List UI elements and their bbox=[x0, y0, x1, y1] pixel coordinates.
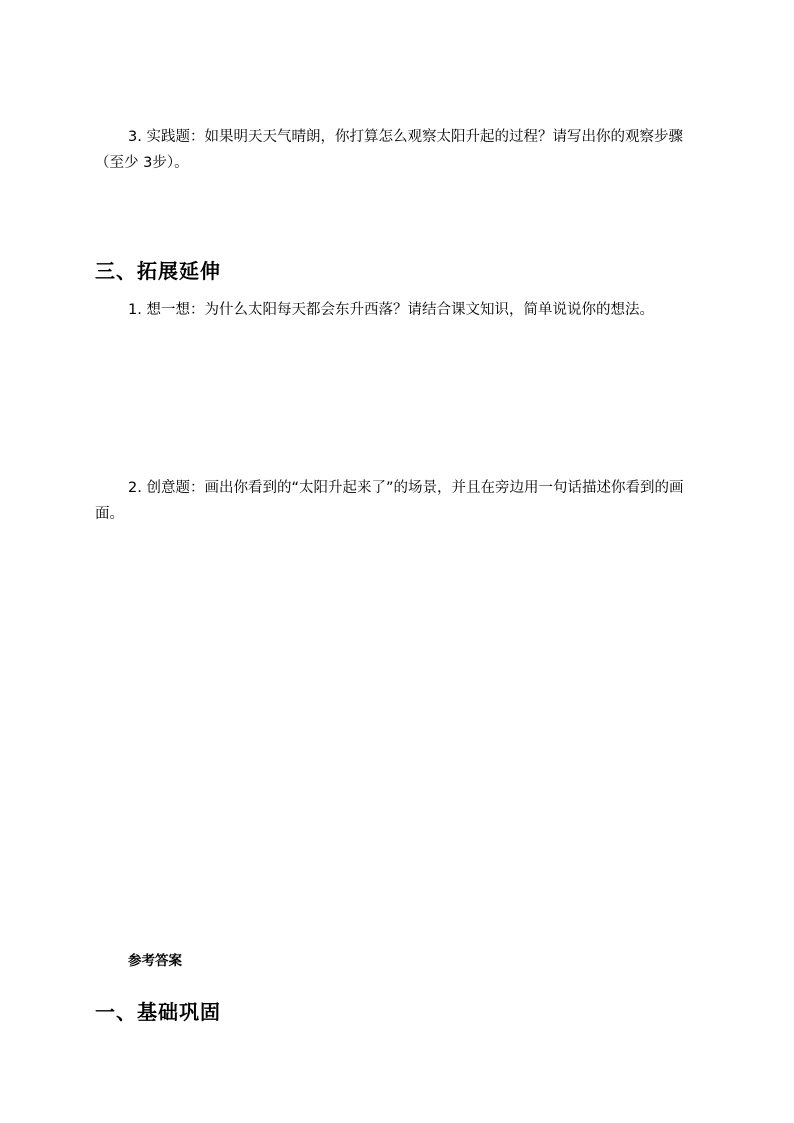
reference-answers-title: 参考答案 bbox=[128, 953, 182, 969]
answers-section-heading-basics: 一、基础巩固 bbox=[95, 1000, 221, 1024]
practice-question-3: 3. 实践题：如果明天天气晴朗，你打算怎么观察太阳升起的过程？请写出你的观察步骤（至少 3步）。 bbox=[95, 129, 683, 171]
section-heading-extension: 三、拓展延伸 bbox=[95, 259, 221, 283]
extension-question-1: 1. 想一想：为什么太阳每天都会东升西落？请结合课文知识，简单说说你的想法。 bbox=[128, 302, 654, 318]
extension-question-2: 2. 创意题：画出你看到的“太阳升起来了”的场景，并且在旁边用一句话描述你看到的画面。 bbox=[95, 480, 684, 522]
